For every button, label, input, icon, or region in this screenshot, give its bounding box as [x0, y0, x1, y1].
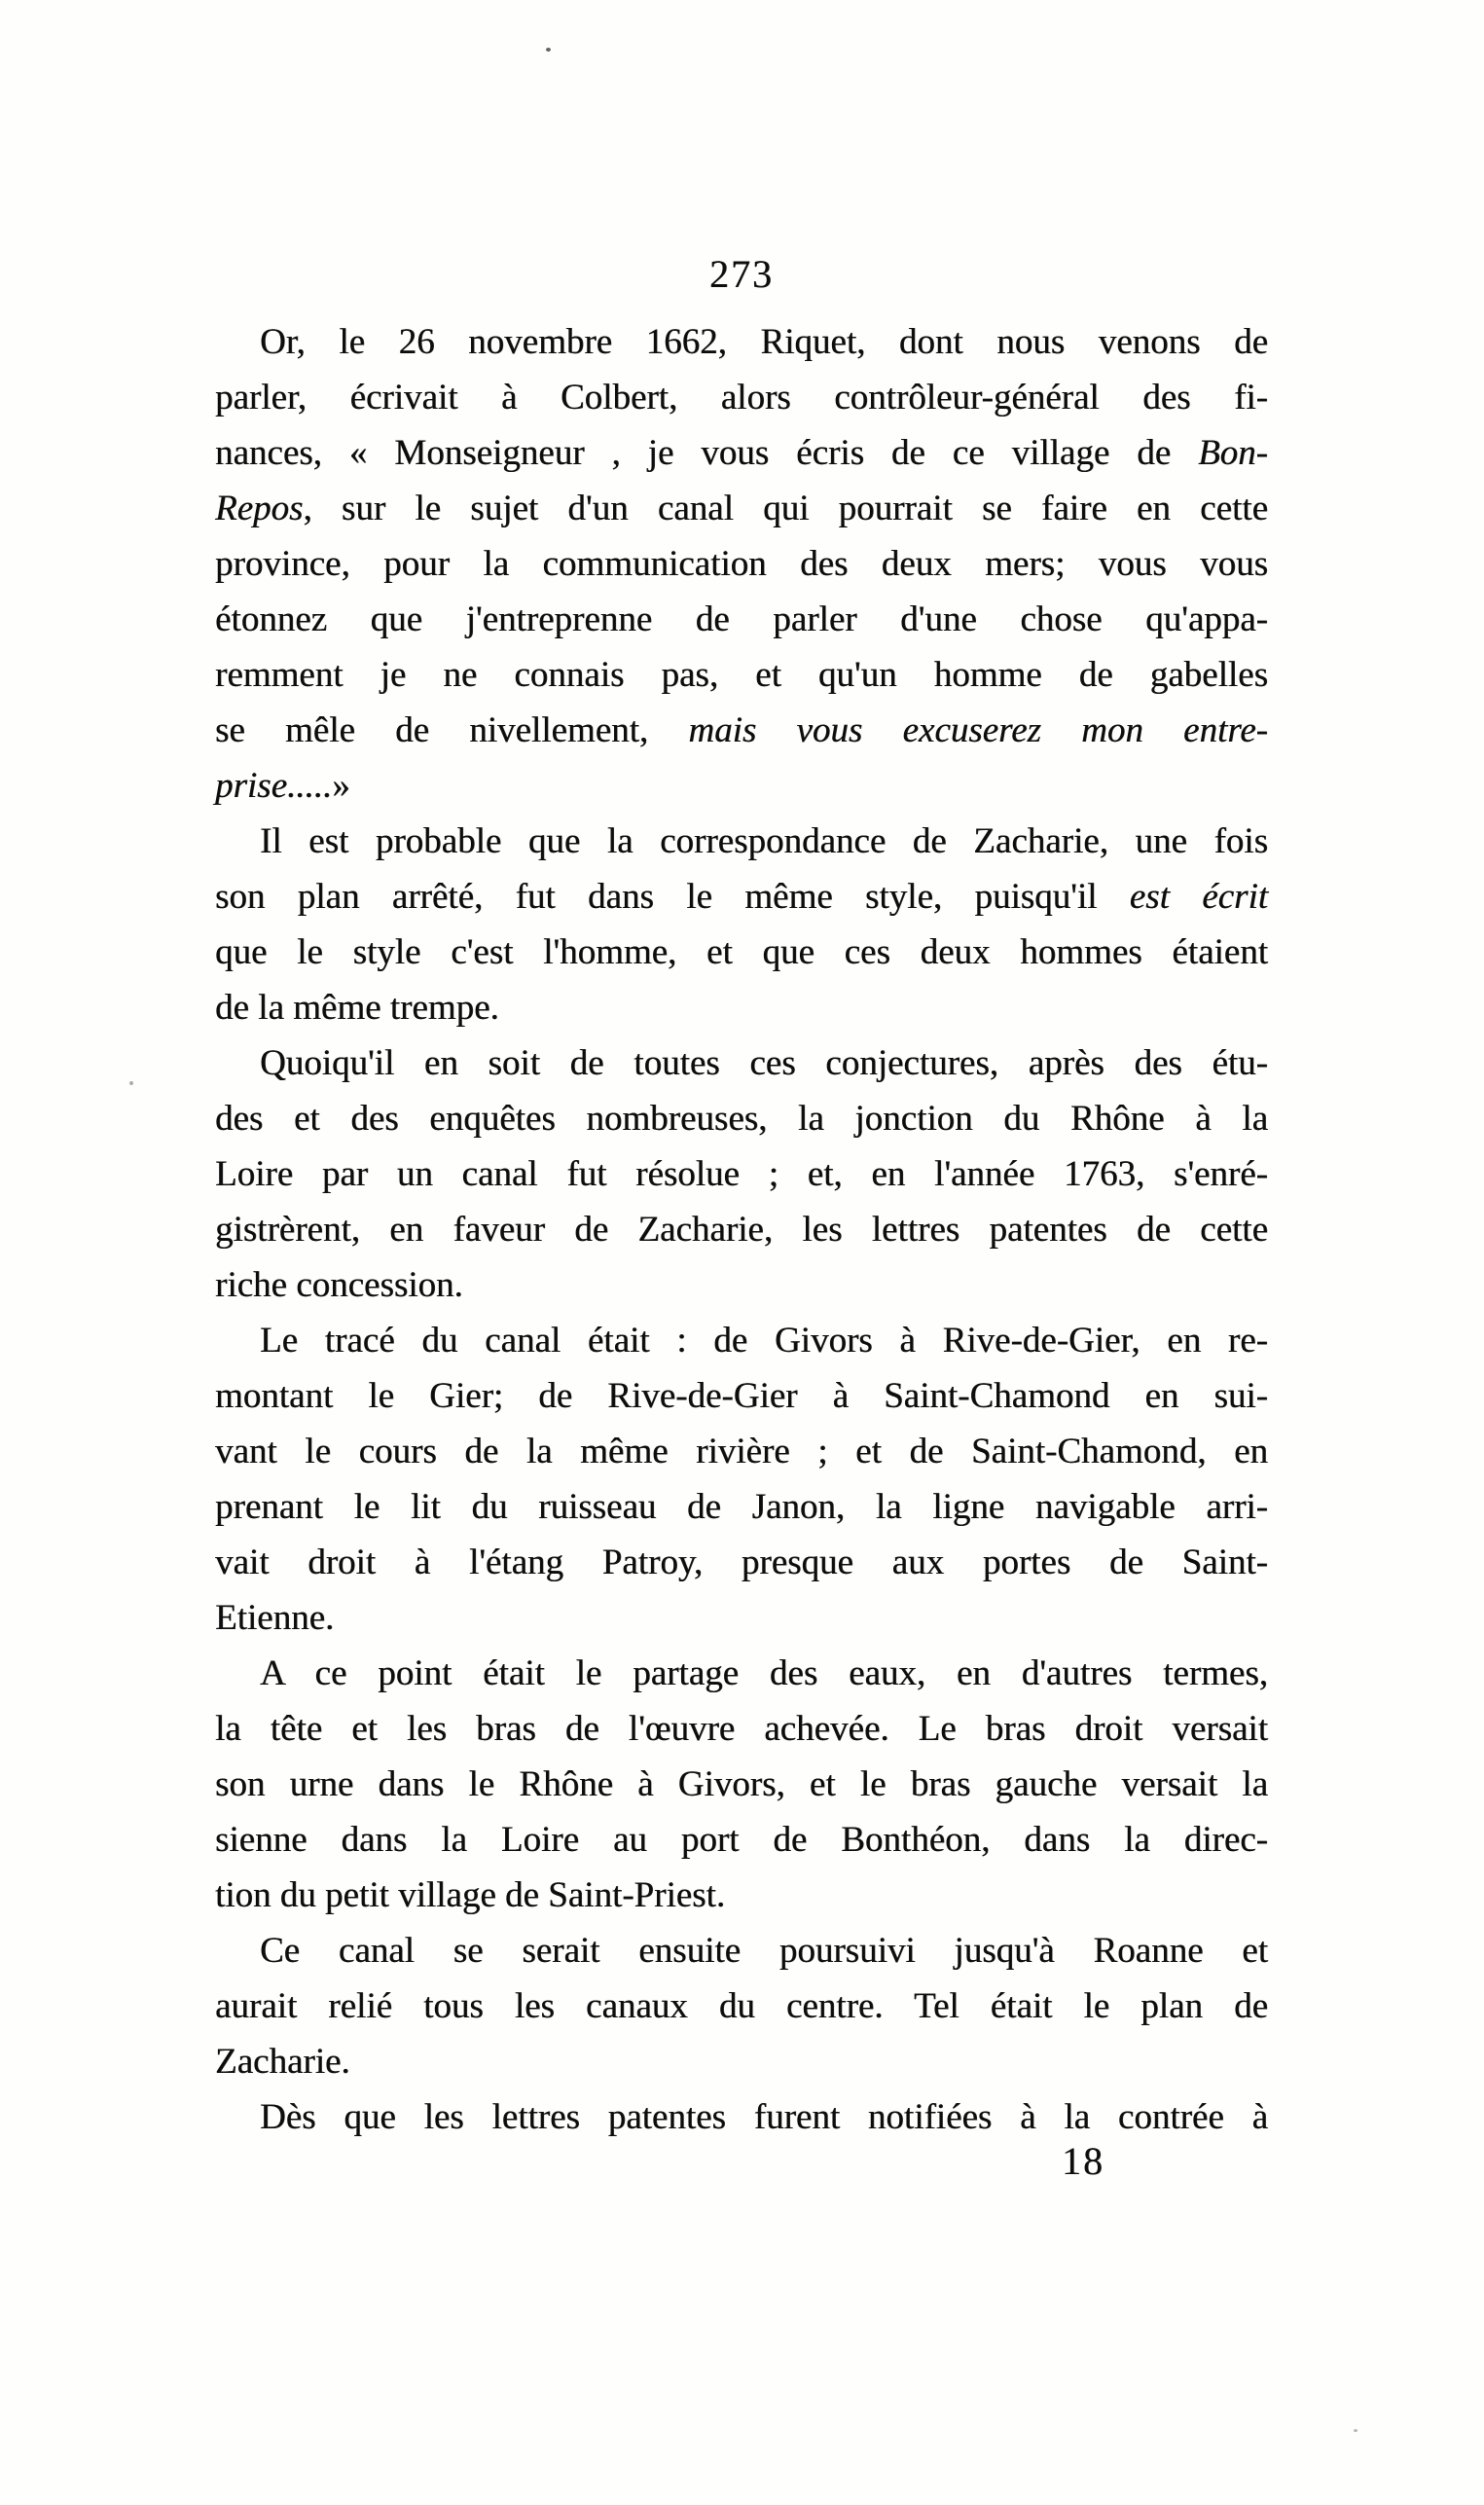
paragraph: [215, 314, 1268, 814]
text-line: [215, 1757, 1268, 1812]
paragraph: [215, 1923, 1268, 2089]
text-segment: Bon-: [1198, 433, 1268, 473]
text-segment: est écrit: [1129, 877, 1269, 917]
paragraph: [215, 1646, 1268, 1923]
text-segment: son plan arrêté, fut dans le même style, puisqu'il: [215, 877, 1130, 917]
text-segment: Ce canal se serait ensuite poursuivi jusqu'à Roanne et: [260, 1931, 1268, 1971]
text-segment: nances, « Monseigneur , je vous écris de ce village de: [215, 433, 1199, 473]
text-segment: province, pour la communication des deux mers; vous vous: [215, 544, 1268, 584]
text-segment: Or, le 26 novembre 1662, Riquet, dont nous venons de: [260, 322, 1268, 362]
text-line: [215, 2089, 1268, 2145]
text-line: [215, 869, 1268, 925]
text-segment: , sur le sujet d'un canal qui pourrait se faire en cette: [303, 489, 1268, 528]
text-segment: riche concession.: [215, 1265, 463, 1305]
text-segment: de la même trempe.: [215, 988, 499, 1028]
paragraph: [215, 1035, 1268, 1313]
text-line: [215, 2034, 1268, 2089]
text-segment: tion du petit village de Saint-Priest.: [215, 1875, 726, 1915]
text-segment: Zacharie.: [215, 2042, 350, 2082]
text-line: [215, 1313, 1268, 1368]
text-segment: vait droit à l'étang Patroy, presque aux portes de Saint-: [215, 1543, 1268, 1582]
text-line: [215, 1923, 1268, 1979]
text-line: [215, 1202, 1268, 1257]
text-segment: Repos: [215, 489, 304, 528]
text-line: [215, 1146, 1268, 1202]
text-segment: Dès que les lettres patentes furent notifiées à la contrée à: [260, 2097, 1268, 2137]
text-segment: Quoiqu'il en soit de toutes ces conjectures, après des étu-: [260, 1043, 1268, 1083]
text-segment: que le style c'est l'homme, et que ces deux hommes étaient: [215, 932, 1268, 972]
text-line: [215, 1257, 1268, 1313]
text-line: [215, 481, 1268, 536]
text-segment: aurait relié tous les canaux du centre. Tel était le plan de: [215, 1986, 1268, 2026]
page-text: [215, 314, 1268, 2145]
text-line: [215, 1424, 1268, 1479]
text-segment: mais vous excuserez mon entre-: [688, 710, 1268, 750]
text-line: [215, 1979, 1268, 2034]
text-segment: montant le Gier; de Rive-de-Gier à Saint-Chamond en sui-: [215, 1376, 1268, 1416]
scan-speck: [129, 1081, 133, 1085]
text-line: [215, 758, 1268, 814]
text-segment: vant le cours de la même rivière ; et de Saint-Chamond, en: [215, 1432, 1268, 1471]
paragraph: [215, 814, 1268, 1035]
text-segment: remment je ne connais pas, et qu'un homme de gabelles: [215, 655, 1268, 695]
page-number: 273: [709, 252, 774, 296]
text-segment: Il est probable que la correspondance de Zacharie, une fois: [260, 821, 1268, 861]
text-segment: la tête et les bras de l'œuvre achevée. Le bras droit versait: [215, 1709, 1268, 1749]
text-line: [215, 1701, 1268, 1757]
scan-speck: [1354, 2429, 1357, 2432]
text-line: [215, 1479, 1268, 1535]
text-line: [215, 1646, 1268, 1701]
text-line: [215, 592, 1268, 647]
scan-speck: [546, 48, 551, 52]
text-segment: »: [332, 766, 350, 806]
text-segment: Le tracé du canal était : de Givors à Rive-de-Gier, en re-: [260, 1321, 1268, 1361]
text-line: [215, 1091, 1268, 1146]
text-segment: parler, écrivait à Colbert, alors contrôleur-général des fi-: [215, 378, 1268, 418]
text-line: [215, 1868, 1268, 1923]
text-line: [215, 1368, 1268, 1424]
text-segment: prise.....: [215, 766, 333, 806]
text-line: [215, 1535, 1268, 1590]
text-line: [215, 703, 1268, 758]
text-segment: étonnez que j'entreprenne de parler d'une chose qu'appa-: [215, 599, 1268, 639]
paragraph: [215, 1313, 1268, 1646]
text-segment: des et des enquêtes nombreuses, la jonction du Rhône à la: [215, 1099, 1268, 1139]
text-line: [215, 814, 1268, 869]
text-line: [215, 370, 1268, 425]
text-line: [215, 1812, 1268, 1868]
text-segment: A ce point était le partage des eaux, en d'autres termes,: [260, 1653, 1268, 1693]
text-line: [215, 1590, 1268, 1646]
text-line: [215, 980, 1268, 1035]
text-segment: son urne dans le Rhône à Givors, et le bras gauche versait la: [215, 1764, 1268, 1804]
text-line: [215, 425, 1268, 481]
text-segment: Etienne.: [215, 1598, 335, 1638]
signature-mark: 18: [1062, 2139, 1104, 2183]
text-segment: se mêle de nivellement,: [215, 710, 689, 750]
text-segment: Loire par un canal fut résolue ; et, en l'année 1763, s'enré-: [215, 1154, 1268, 1194]
text-line: [215, 925, 1268, 980]
paragraph: [215, 2089, 1268, 2145]
text-line: [215, 536, 1268, 592]
text-line: [215, 1035, 1268, 1091]
text-segment: sienne dans la Loire au port de Bonthéon, dans la direc-: [215, 1820, 1268, 1860]
text-segment: prenant le lit du ruisseau de Janon, la ligne navigable arri-: [215, 1487, 1268, 1527]
text-segment: gistrèrent, en faveur de Zacharie, les lettres patentes de cette: [215, 1210, 1268, 1250]
text-line: [215, 647, 1268, 703]
text-line: [215, 314, 1268, 370]
